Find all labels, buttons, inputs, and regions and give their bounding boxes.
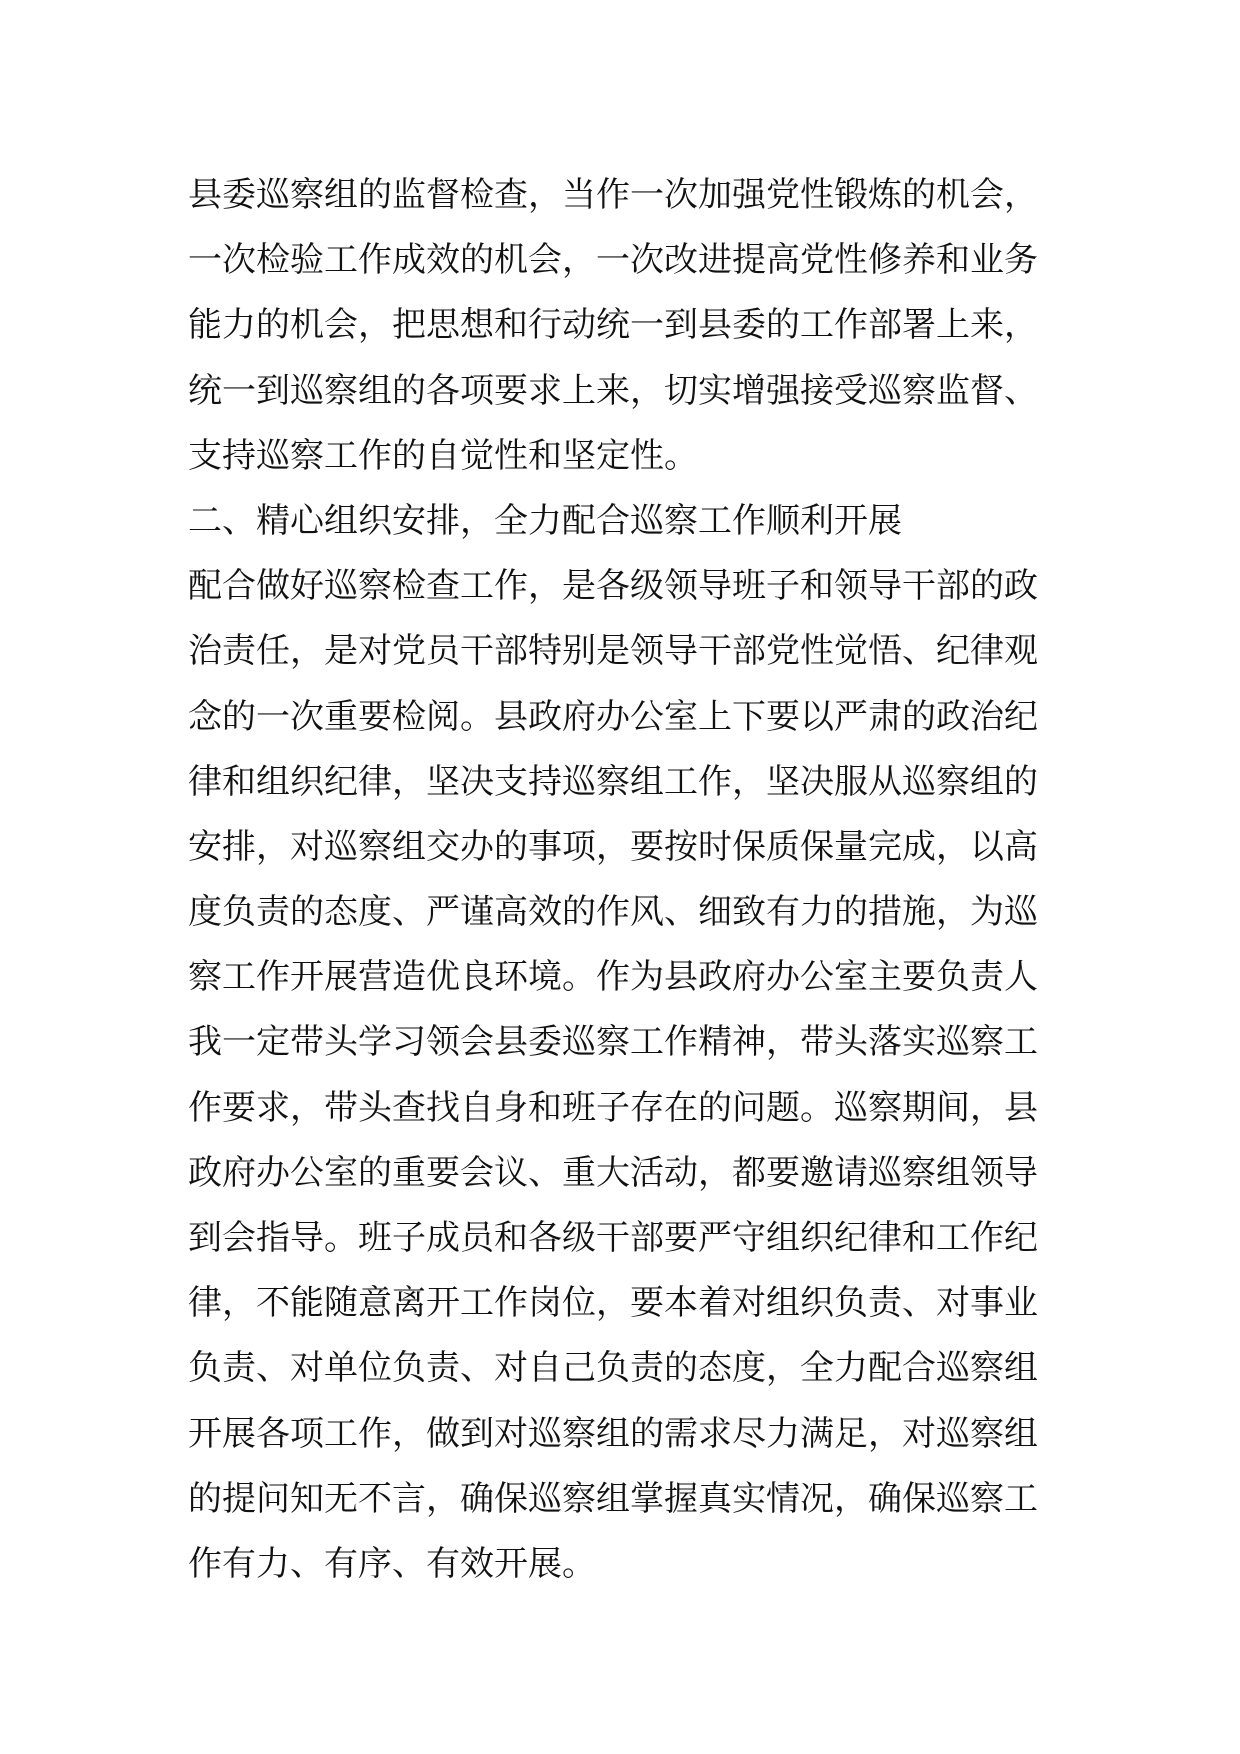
text-line: 作要求，带头查找自身和班子存在的问题。巡察期间，县 xyxy=(188,1087,1038,1128)
text-line: 察工作开展营造优良环境。作为县政府办公室主要负责人 xyxy=(188,957,1038,998)
text-line: 一次检验工作成效的机会，一次改进提高党性修养和业务 xyxy=(188,240,1038,281)
text-line: 作有力、有序、有效开展。 xyxy=(188,1543,596,1584)
text-line: 度负责的态度、严谨高效的作风、细致有力的措施，为巡 xyxy=(188,892,1038,933)
text-line: 县委巡察组的监督检查，当作一次加强党性锻炼的机会， xyxy=(188,175,1038,215)
text-line: 政府办公室的重要会议、重大活动，都要邀请巡察组领导 xyxy=(188,1152,1038,1193)
document-body xyxy=(188,163,1060,1597)
section-heading: 二、精心组织安排，全力配合巡察工作顺利开展 xyxy=(188,500,902,541)
text-line: 支持巡察工作的自觉性和坚定性。 xyxy=(188,435,698,476)
text-line: 的提问知无不言，确保巡察组掌握真实情况，确保巡察工 xyxy=(188,1478,1038,1519)
text-line: 配合做好巡察检查工作，是各级领导班子和领导干部的政 xyxy=(188,566,1038,607)
text-line: 能力的机会，把思想和行动统一到县委的工作部署上来， xyxy=(188,305,1038,346)
text-line: 统一到巡察组的各项要求上来，切实增强接受巡察监督、 xyxy=(188,370,1038,411)
text-line: 开展各项工作，做到对巡察组的需求尽力满足，对巡察组 xyxy=(188,1413,1038,1454)
text-line: 治责任，是对党员干部特别是领导干部党性觉悟、纪律观 xyxy=(188,631,1038,672)
text-line: 到会指导。班子成员和各级干部要严守组织纪律和工作纪 xyxy=(188,1218,1038,1258)
text-line: 负责、对单位负责、对自己负责的态度，全力配合巡察组 xyxy=(188,1348,1038,1389)
text-line: 律，不能随意离开工作岗位，要本着对组织负责、对事业 xyxy=(188,1283,1038,1324)
text-line: 我一定带头学习领会县委巡察工作精神，带头落实巡察工 xyxy=(188,1022,1038,1063)
text-line: 安排，对巡察组交办的事项，要按时保质保量完成，以高 xyxy=(188,826,1038,867)
text-line: 念的一次重要检阅。县政府办公室上下要以严肃的政治纪 xyxy=(188,696,1038,737)
text-line: 律和组织纪律，坚决支持巡察组工作，坚决服从巡察组的 xyxy=(188,761,1038,802)
